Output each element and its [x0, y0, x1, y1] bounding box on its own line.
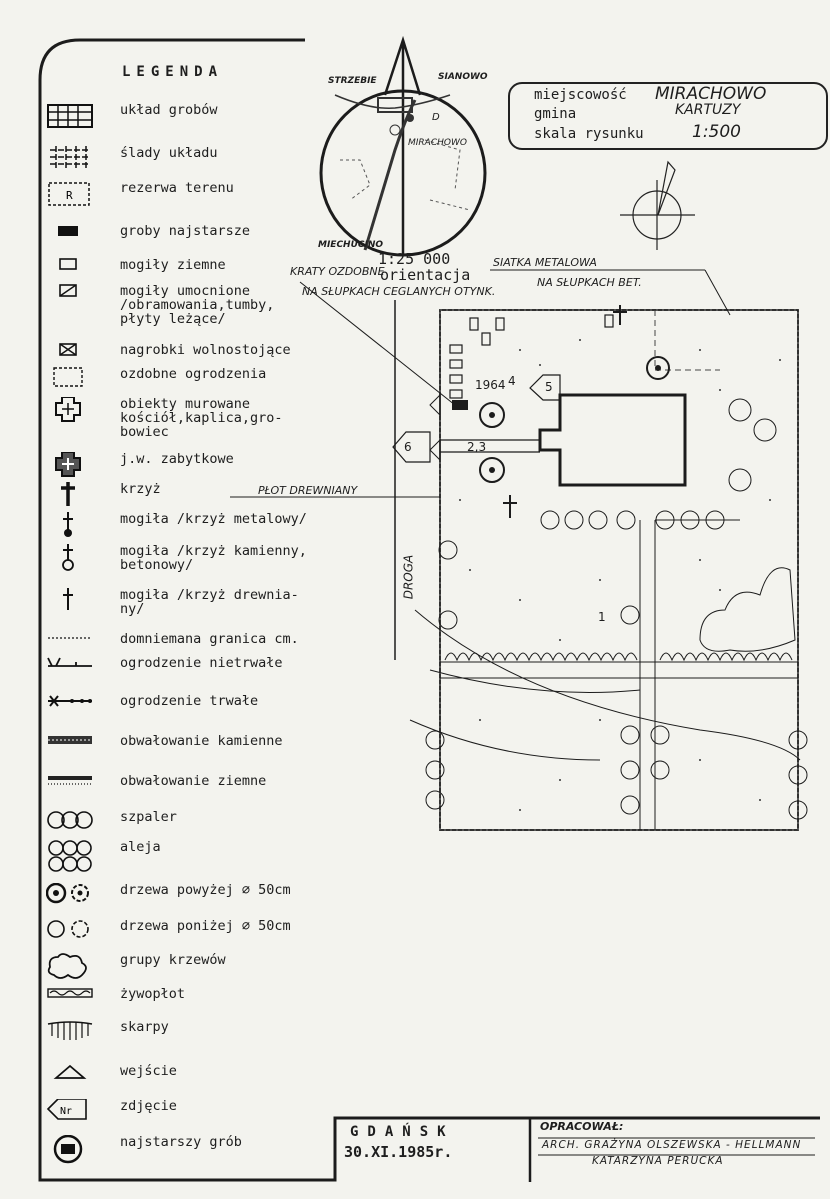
legend-label: mogiły ziemne: [120, 257, 226, 273]
label-on-brick-posts: NA SŁUPKACH CEGLANYCH OTYNK.: [302, 285, 496, 298]
reinforced-grave-icon: [46, 284, 96, 318]
legend-label: ogrodzenie trwałe: [120, 693, 259, 709]
avenue-icon: [46, 840, 96, 874]
label-n6: 6: [404, 440, 412, 454]
oldest-grave-icon: [46, 1135, 96, 1169]
map-place-mirachowo: MIRACHOWO: [408, 138, 467, 148]
legend-label: j.w. zabytkowe: [120, 451, 234, 467]
svg-text:Nr: Nr: [60, 1106, 73, 1117]
legend-label: mogiła /krzyż drewnia- ny/: [120, 587, 299, 617]
legend-label: rezerwa terenu: [120, 180, 234, 196]
north-compass-icon: [620, 162, 695, 250]
label-n5: 5: [545, 380, 553, 394]
stone-embankment-icon: [46, 734, 96, 768]
prepared-by-label: OPRACOWAŁ:: [540, 1120, 624, 1133]
label-n4: 4: [508, 374, 516, 388]
legend-label: ślady układu: [120, 145, 218, 161]
legend-label: obiekty murowane kościół,kaplica,gro- bowiec: [120, 396, 283, 440]
permanent-fence-icon: [46, 694, 96, 728]
map-caption: orientacja: [380, 266, 471, 284]
legend-label: groby najstarsze: [120, 223, 251, 239]
wooden-cross-icon: [46, 588, 96, 622]
legend-label: obwałowanie ziemne: [120, 773, 267, 789]
cross-icon: [46, 482, 96, 516]
large-tree-icon: [46, 883, 96, 917]
label-metal-mesh: SIATKA METALOWA: [493, 256, 597, 269]
author-1: ARCH. GRAŻYNA OLSZEWSKA - HELLMANN: [542, 1139, 802, 1151]
map-symbol-d: D: [432, 112, 440, 123]
entrance-icon: [46, 1064, 96, 1098]
grave-traces-icon: [46, 146, 96, 180]
legend-label: aleja: [120, 839, 161, 855]
commune-label: gmina: [534, 106, 577, 122]
small-tree-icon: [46, 919, 96, 953]
legend-label: drzewa powyżej ⌀ 50cm: [120, 882, 291, 898]
grave-grid-icon: [46, 103, 96, 137]
earth-embankment-icon: [46, 774, 96, 808]
legend-label: nagrobki wolnostojące: [120, 342, 291, 358]
slope-icon: [46, 1020, 96, 1054]
legend-label: mogiła /krzyż kamienny, betonowy/: [120, 543, 307, 573]
legend-label: najstarszy grób: [120, 1134, 242, 1150]
map-place-strzebie: STRZEBIE: [328, 76, 377, 86]
legend-label: mogiły umocnione /obramowania,tumby, płyty leżące/: [120, 283, 275, 327]
map-scale: 1:25 000: [378, 250, 451, 268]
legend-label: szpaler: [120, 809, 177, 825]
footer-city: GDAŃSK: [350, 1124, 455, 1140]
oldest-graves-icon: [46, 224, 96, 258]
scale-value: 1:500: [692, 122, 741, 142]
map-place-sianowo: SIANOWO: [438, 72, 488, 82]
label-n1: 1: [598, 610, 606, 624]
church-outline: [540, 395, 685, 485]
scale-label: skala rysunku: [534, 126, 644, 142]
legend-label: domniemana granica cm.: [120, 631, 299, 647]
historic-object-icon: [46, 452, 96, 486]
photo-icon: [46, 1099, 96, 1133]
label-on-concrete-posts: NA SŁUPKACH BET.: [537, 276, 642, 289]
legend-label: ogrodzenie nietrwałe: [120, 655, 283, 671]
legend-title: LEGENDA: [122, 64, 224, 80]
stone-cross-icon: [46, 544, 96, 578]
footer-date: 30.XI.1985r.: [344, 1143, 453, 1161]
locality-value: MIRACHOWO: [655, 84, 767, 104]
shrub-group-icon: [46, 953, 96, 987]
legend-label: krzyż: [120, 481, 161, 497]
legend-label: ozdobne ogrodzenia: [120, 366, 267, 382]
tree-row-icon: [46, 810, 96, 844]
locality-label: miejscowość: [534, 87, 627, 103]
legend-label: obwałowanie kamienne: [120, 733, 283, 749]
legend-label: skarpy: [120, 1019, 169, 1035]
legend-label: grupy krzewów: [120, 952, 226, 968]
legend-label: mogiła /krzyż metalowy/: [120, 511, 307, 527]
legend-label: żywopłot: [120, 986, 186, 1002]
label-n23: 2,3: [467, 440, 487, 454]
commune-value: KARTUZY: [675, 102, 741, 118]
map-place-miechucino: MIECHUCINO: [318, 240, 384, 250]
info-box: [508, 82, 828, 150]
legend-label: układ grobów: [120, 102, 218, 118]
legend-label: wejście: [120, 1063, 177, 1079]
label-wooden-fence: PŁOT DREWNIANY: [258, 484, 358, 497]
legend-label: zdjęcie: [120, 1098, 177, 1114]
temporary-fence-icon: [46, 656, 96, 690]
decorative-fence-icon: [46, 367, 96, 401]
svg-text:R: R: [66, 189, 73, 202]
label-year: 1964: [475, 378, 506, 392]
metal-cross-icon: [46, 512, 96, 546]
masonry-object-icon: [46, 397, 96, 431]
author-2: KATARZYNA PERUCKA: [592, 1155, 724, 1167]
label-road: DROGA: [401, 554, 416, 600]
label-decorative-grates: KRATY OZDOBNE: [290, 265, 385, 278]
legend-label: drzewa poniżej ⌀ 50cm: [120, 918, 291, 934]
land-reserve-icon: [46, 181, 96, 215]
hedge-icon: [46, 987, 96, 1021]
